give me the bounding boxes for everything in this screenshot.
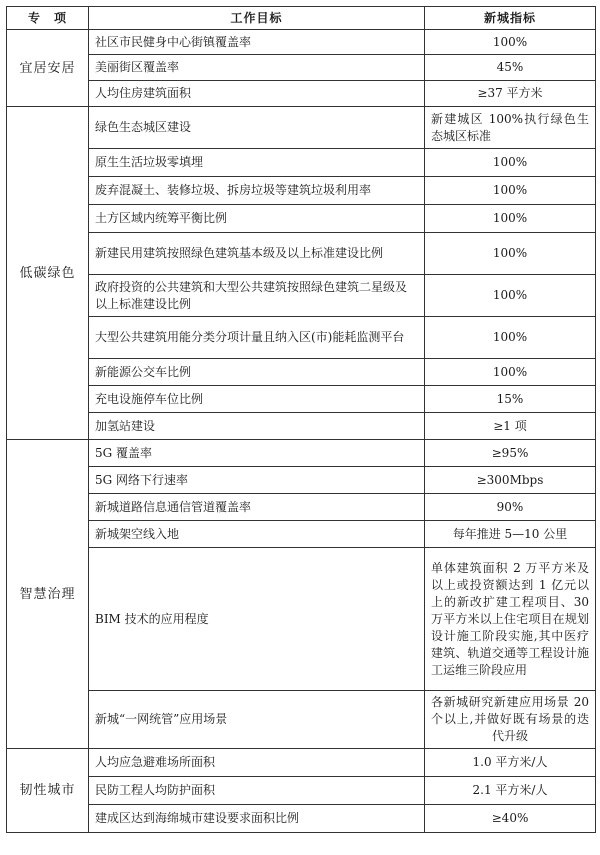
goal-cell: 充电设施停车位比例	[89, 386, 425, 413]
table-row	[7, 177, 596, 205]
table-row	[7, 494, 596, 521]
indicator-cell: 100%	[425, 233, 596, 275]
header-indicator: 新城指标	[425, 7, 596, 30]
indicator-cell: 90%	[425, 494, 596, 521]
indicator-cell: 新建城区 100%执行绿色生态城区标准	[425, 107, 596, 149]
header-goal: 工作目标	[89, 7, 425, 30]
indicator-cell: ≥95%	[425, 440, 596, 467]
table-row	[7, 440, 596, 467]
table-row	[7, 55, 596, 81]
table-row	[7, 317, 596, 359]
table-row	[7, 81, 596, 107]
indicator-cell: ≥1 项	[425, 413, 596, 440]
table-row	[7, 777, 596, 805]
header-category: 专 项	[7, 7, 89, 30]
table-row	[7, 413, 596, 440]
indicator-cell: 2.1 平方米/人	[425, 777, 596, 805]
goal-cell: 大型公共建筑用能分类分项计量且纳入区(市)能耗监测平台	[89, 317, 425, 359]
goal-cell: BIM 技术的应用程度	[89, 548, 425, 691]
goal-cell: 人均应急避难场所面积	[89, 749, 425, 777]
indicator-cell: 1.0 平方米/人	[425, 749, 596, 777]
header-row	[7, 7, 596, 30]
table-row	[7, 233, 596, 275]
category-cell: 智慧治理	[7, 440, 89, 749]
table-row	[7, 749, 596, 777]
goal-cell: 废弃混凝土、装修垃圾、拆房垃圾等建筑垃圾利用率	[89, 177, 425, 205]
goal-cell: 加氢站建设	[89, 413, 425, 440]
indicator-cell: 100%	[425, 275, 596, 317]
indicator-cell: 各新城研究新建应用场景 20 个以上,并做好既有场景的迭代升级	[425, 691, 596, 749]
goal-cell: 5G 覆盖率	[89, 440, 425, 467]
goal-cell: 绿色生态城区建设	[89, 107, 425, 149]
goal-cell: 新能源公交车比例	[89, 359, 425, 386]
goal-cell: 美丽街区覆盖率	[89, 55, 425, 81]
goal-cell: 民防工程人均防护面积	[89, 777, 425, 805]
table-row	[7, 548, 596, 691]
table-row	[7, 107, 596, 149]
indicator-table	[6, 6, 596, 833]
indicator-cell: 15%	[425, 386, 596, 413]
table-row	[7, 205, 596, 233]
indicator-cell: ≥300Mbps	[425, 467, 596, 494]
goal-cell: 新建民用建筑按照绿色建筑基本级及以上标准建设比例	[89, 233, 425, 275]
goal-cell: 人均住房建筑面积	[89, 81, 425, 107]
indicator-cell: 100%	[425, 359, 596, 386]
category-cell: 低碳绿色	[7, 107, 89, 440]
indicator-cell: 100%	[425, 30, 596, 55]
goal-cell: 建成区达到海绵城市建设要求面积比例	[89, 805, 425, 833]
table-row	[7, 149, 596, 177]
indicator-cell: ≥40%	[425, 805, 596, 833]
indicator-cell: 100%	[425, 149, 596, 177]
table-row	[7, 275, 596, 317]
goal-cell: 社区市民健身中心街镇覆盖率	[89, 30, 425, 55]
table-row	[7, 521, 596, 548]
goal-cell: 新城道路信息通信管道覆盖率	[89, 494, 425, 521]
table-row	[7, 691, 596, 749]
indicator-cell: 100%	[425, 177, 596, 205]
category-cell: 韧性城市	[7, 749, 89, 833]
category-cell: 宜居安居	[7, 30, 89, 107]
indicator-cell: 100%	[425, 317, 596, 359]
table-row	[7, 359, 596, 386]
indicator-cell: 单体建筑面积 2 万平方米及以上或投资额达到 1 亿元以上的新改扩建工程项目、30 万平方米以上住宅项目在规划设计施工阶段实施,其中医疗建筑、轨道交通等工程设计施工运维三阶段应用	[425, 548, 596, 691]
goal-cell: 原生生活垃圾零填埋	[89, 149, 425, 177]
indicator-cell: 100%	[425, 205, 596, 233]
indicator-cell: ≥37 平方米	[425, 81, 596, 107]
indicator-cell: 45%	[425, 55, 596, 81]
table-row	[7, 467, 596, 494]
goal-cell: 新城架空线入地	[89, 521, 425, 548]
goal-cell: 土方区域内统筹平衡比例	[89, 205, 425, 233]
indicator-cell: 每年推进 5—10 公里	[425, 521, 596, 548]
table-row	[7, 386, 596, 413]
table-row	[7, 30, 596, 55]
goal-cell: 5G 网络下行速率	[89, 467, 425, 494]
goal-cell: 新城“一网统管”应用场景	[89, 691, 425, 749]
goal-cell: 政府投资的公共建筑和大型公共建筑按照绿色建筑二星级及以上标准建设比例	[89, 275, 425, 317]
table-row	[7, 805, 596, 833]
